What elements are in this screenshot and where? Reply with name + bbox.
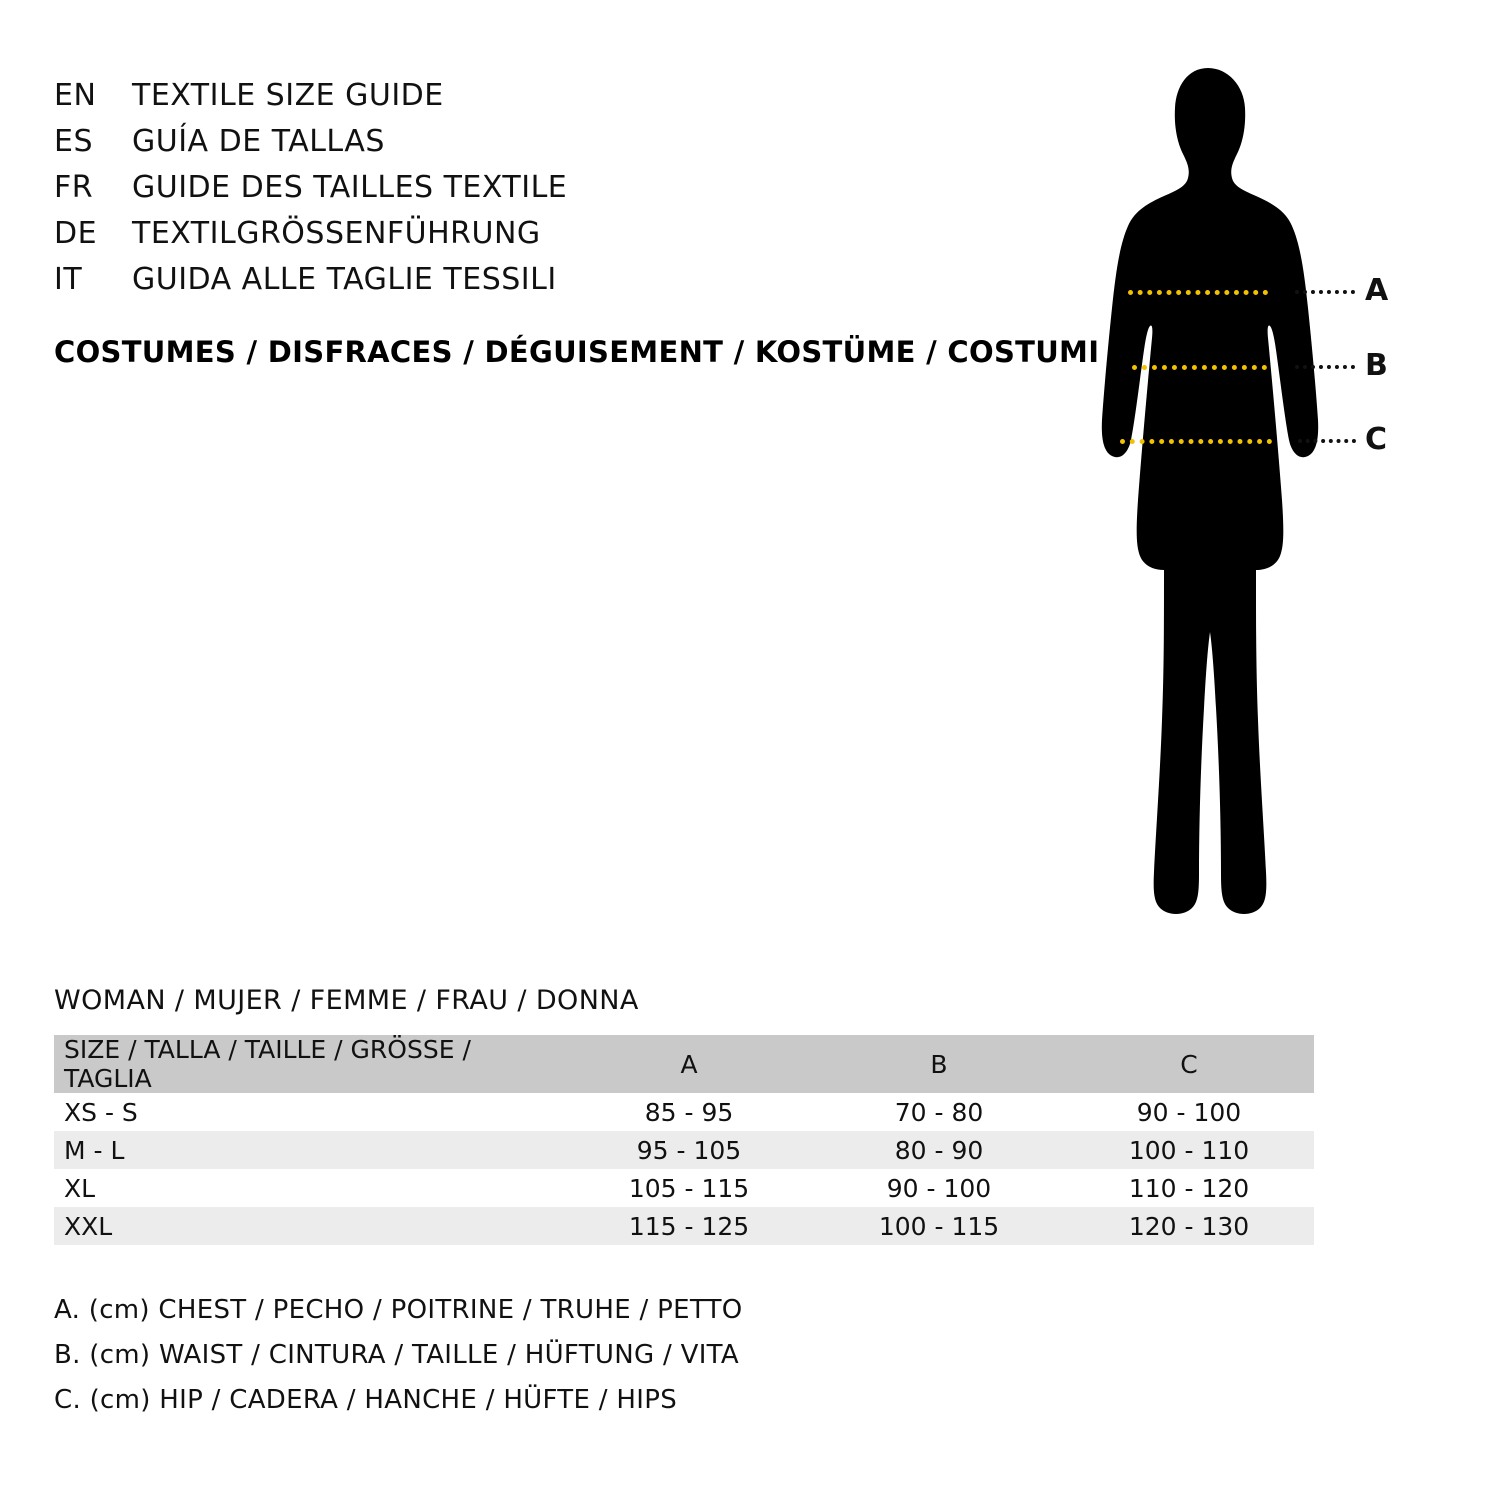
- cell-a: 105 - 115: [628, 1173, 750, 1203]
- measurement-legend: [54, 1295, 743, 1430]
- measure-line-hip: [1120, 439, 1272, 444]
- language-code: FR: [54, 170, 94, 205]
- table-row: [54, 1207, 1314, 1245]
- leader-line-b: [1295, 365, 1355, 369]
- leader-line-a: [1295, 290, 1355, 294]
- cell-b: 90 - 100: [886, 1173, 992, 1203]
- language-title: TEXTILGRÖSSENFÜHRUNG: [132, 216, 541, 251]
- table-header-b: B: [930, 1049, 948, 1079]
- language-code: DE: [54, 216, 98, 251]
- language-code: ES: [54, 124, 93, 159]
- measure-label-b: B: [1365, 348, 1388, 383]
- cell-a: 95 - 105: [636, 1135, 742, 1165]
- cell-size: M - L: [64, 1135, 125, 1165]
- cell-a: 115 - 125: [628, 1211, 750, 1241]
- measure-label-c: C: [1365, 422, 1388, 457]
- cell-b: 70 - 80: [894, 1097, 984, 1127]
- cell-size: XL: [64, 1173, 96, 1203]
- legend-item-waist: B. (cm) WAIST / CINTURA / TAILLE / HÜFTUNG / VITA: [54, 1340, 739, 1370]
- language-code: EN: [54, 78, 97, 113]
- cell-c: 100 - 110: [1128, 1135, 1250, 1165]
- language-title-block: [54, 78, 1014, 308]
- figure-area: [1020, 60, 1460, 950]
- table-header-row: [54, 1035, 1314, 1093]
- woman-silhouette-icon: [1060, 60, 1360, 940]
- language-row: [54, 78, 1014, 124]
- measure-label-a: A: [1365, 273, 1389, 308]
- legend-item-chest: A. (cm) CHEST / PECHO / POITRINE / TRUHE / PETTO: [54, 1295, 743, 1325]
- language-code: IT: [54, 262, 83, 297]
- measure-line-waist: [1132, 365, 1267, 370]
- language-title: GUIDE DES TAILLES TEXTILE: [132, 170, 568, 205]
- language-title: GUÍA DE TALLAS: [132, 124, 385, 159]
- cell-c: 120 - 130: [1128, 1211, 1250, 1241]
- measure-line-chest: [1128, 290, 1268, 295]
- table-header-a: A: [680, 1049, 698, 1079]
- language-row: [54, 170, 1014, 216]
- table-header-c: C: [1180, 1049, 1198, 1079]
- legend-item-hip: C. (cm) HIP / CADERA / HANCHE / HÜFTE / HIPS: [54, 1385, 678, 1415]
- cell-size: XS - S: [64, 1097, 138, 1127]
- cell-size: XXL: [64, 1211, 113, 1241]
- language-title: TEXTILE SIZE GUIDE: [132, 78, 444, 113]
- language-row: [54, 216, 1014, 262]
- cell-c: 90 - 100: [1136, 1097, 1242, 1127]
- cell-b: 80 - 90: [894, 1135, 984, 1165]
- table-row: [54, 1093, 1314, 1131]
- leader-line-c: [1298, 439, 1356, 443]
- language-row: [54, 124, 1014, 170]
- cell-a: 85 - 95: [644, 1097, 734, 1127]
- category-line: COSTUMES / DISFRACES / DÉGUISEMENT / KOSTÜME / COSTUMI: [54, 335, 1100, 369]
- table-title: WOMAN / MUJER / FEMME / FRAU / DONNA: [54, 985, 639, 1016]
- size-table: [54, 1035, 1314, 1245]
- table-header-size: SIZE / TALLA / TAILLE / GRÖSSE / TAGLIA: [64, 1035, 471, 1093]
- language-title: GUIDA ALLE TAGLIE TESSILI: [132, 262, 557, 297]
- cell-c: 110 - 120: [1128, 1173, 1250, 1203]
- cell-b: 100 - 115: [878, 1211, 1000, 1241]
- table-row: [54, 1169, 1314, 1207]
- table-row: [54, 1131, 1314, 1169]
- language-row: [54, 262, 1014, 308]
